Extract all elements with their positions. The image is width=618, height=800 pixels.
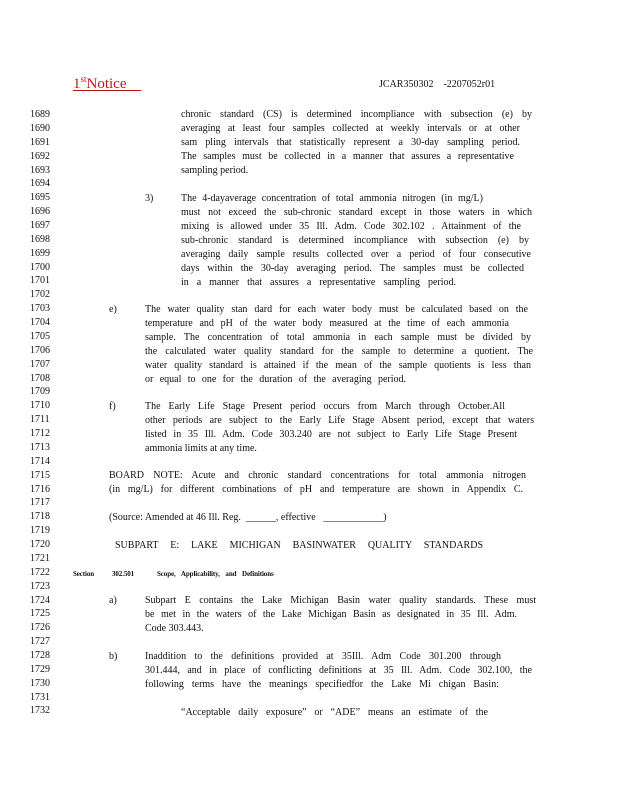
notice-heading xyxy=(73,74,142,93)
line-number: 1707 xyxy=(30,358,50,370)
body-line: The 4-dayaverage concentration of total ammonia nitrogen (in mg/L) xyxy=(181,193,483,204)
line-number: 1691 xyxy=(30,136,50,148)
body-line: The samples must be collected in a manner that assures a representative xyxy=(181,151,514,162)
body-line: mixing is allowed under 35 Ill. Adm. Code 302.102 . Attainment of the xyxy=(181,221,521,232)
body-line: averaging at least four samples collected at weekly intervals or at other xyxy=(181,123,520,134)
line-number: 1728 xyxy=(30,649,50,661)
body-line: chronic standard (CS) is determined incompliance with subsection (e) by xyxy=(181,109,532,120)
line-number: 1705 xyxy=(30,330,50,342)
body-line: the calculated water quality standard for the sample to determine a quotient. The xyxy=(145,346,533,357)
body-line: ammonia limits at any time. xyxy=(145,443,257,454)
line-number: 1689 xyxy=(30,109,50,120)
line-number: 1711 xyxy=(30,414,50,426)
body-line: must not exceed the sub-chronic standard except in those waters in which xyxy=(181,207,532,218)
body-line: temperature and pH of the water body measured at the time of each ammonia xyxy=(145,318,509,329)
notice-word: Notice xyxy=(86,76,127,92)
line-number: 1718 xyxy=(30,511,50,523)
line-number: 1713 xyxy=(30,441,50,453)
line-number: 1716 xyxy=(30,483,50,495)
notice-ordinal-suffix: st xyxy=(80,74,87,84)
line-number: 1704 xyxy=(30,317,50,328)
line-number: 1693 xyxy=(30,164,50,176)
register-page-blank: ______ xyxy=(245,512,276,523)
line-number: 1714 xyxy=(30,455,50,467)
body-line: Code 303.443. xyxy=(145,623,204,634)
body-line: Subpart E contains the Lake Michigan Basin water quality standards. These must xyxy=(145,595,536,606)
line-number: 1690 xyxy=(30,122,50,134)
line-number: 1720 xyxy=(30,539,50,550)
body-line: sam pling intervals that statistically represent a 30-day sampling period. xyxy=(181,137,520,148)
line-number: 1719 xyxy=(30,525,50,537)
line-number: 1724 xyxy=(30,594,50,606)
line-number: 1730 xyxy=(30,677,50,689)
section-title: Scope, Applicability, and Definitions xyxy=(157,570,274,578)
line-number: 1710 xyxy=(30,400,50,412)
line-number: 1698 xyxy=(30,233,50,245)
body-line: The water quality stan dard for each water body must be calculated based on the xyxy=(145,304,528,315)
line-number: 1715 xyxy=(30,469,50,481)
line-number: 1702 xyxy=(30,289,50,301)
body-line: days within the 30-day averaging period. The samples must be collected xyxy=(181,263,524,274)
body-line: 301.444, and in place of conflicting definitions at 35 Ill. Adm. Code 302.100, the xyxy=(145,665,532,676)
source-effective-label: , effective xyxy=(275,512,316,523)
body-line: The Early Life Stage Present period occurs from March through October.All xyxy=(145,401,505,412)
body-line: listed in 35 Ill. Adm. Code 303.240 are not subject to Early Life Stage Present xyxy=(145,429,517,440)
line-number: 1695 xyxy=(30,192,50,204)
line-number: 1725 xyxy=(30,608,50,620)
body-line: Inaddition to the definitions provided at 35Ill. Adm Code 301.200 through xyxy=(145,651,501,662)
ade-definition-line: “Acceptable daily exposure” or “ADE” means an estimate of the xyxy=(181,707,488,718)
line-number: 1712 xyxy=(30,428,50,439)
line-number: 1732 xyxy=(30,705,50,717)
line-number: 1706 xyxy=(30,344,50,356)
line-number: 1726 xyxy=(30,622,50,634)
line-number: 1709 xyxy=(30,386,50,398)
line-number: 1727 xyxy=(30,636,50,648)
body-line: following terms have the meanings specifiedfor the Lake Mi chigan Basin: xyxy=(145,679,499,690)
body-line: be met in the waters of the Lake Michigan Basin as designated in 35 Ill. Adm. xyxy=(145,609,517,620)
line-number: 1703 xyxy=(30,303,50,315)
line-number: 1692 xyxy=(30,150,50,162)
body-line: sub-chronic standard is determined incompliance with subsection (e) by xyxy=(181,235,529,246)
section-number: 302.501 xyxy=(112,570,135,578)
body-line: in a manner that assures a representative sampling period. xyxy=(181,277,456,288)
line-number: 1731 xyxy=(30,691,50,703)
line-number: 1700 xyxy=(30,261,50,273)
line-number: 1721 xyxy=(30,552,50,564)
line-number: 1722 xyxy=(30,566,50,578)
line-number: 1694 xyxy=(30,178,50,190)
body-line: sampling period. xyxy=(181,165,249,176)
body-line: BOARD NOTE: Acute and chronic standard concentrations for total ammonia nitrogen xyxy=(109,470,526,481)
item-marker: e) xyxy=(109,304,117,315)
body-line: (in mg/L) for different combinations of pH and temperature are shown in Appendix C. xyxy=(109,484,523,495)
body-line: or equal to one for the duration of the averaging period. xyxy=(145,374,406,385)
notice-number: 1 xyxy=(73,76,81,92)
body-line: sample. The concentration of total ammonia in each sample must be divided by xyxy=(145,332,531,343)
source-close: ) xyxy=(383,512,387,523)
line-number: 1717 xyxy=(30,497,50,509)
body-line: water quality standard is attained if the mean of the sample quotients is less than xyxy=(145,360,531,371)
line-number: 1701 xyxy=(30,275,50,287)
line-number: 1697 xyxy=(30,220,50,231)
line-number: 1699 xyxy=(30,247,50,259)
line-number: 1729 xyxy=(30,663,50,675)
effective-date-blank: ____________ xyxy=(323,512,384,523)
body-line: other periods are subject to the Early Life Stage Absent period, except that waters xyxy=(145,415,534,426)
document-code: JCAR350302 -2207052r01 xyxy=(379,79,496,90)
item-marker: f) xyxy=(109,401,116,412)
line-number: 1696 xyxy=(30,206,50,218)
item-marker: 3) xyxy=(145,193,154,204)
line-number: 1708 xyxy=(30,372,50,384)
subpart-title: SUBPART E: LAKE MICHIGAN BASINWATER QUALITY STANDARDS xyxy=(115,540,483,551)
line-number: 1723 xyxy=(30,580,50,592)
source-prefix: (Source: Amended at 46 Ill. Reg. xyxy=(109,512,241,523)
section-label: Section xyxy=(73,570,95,578)
item-marker: a) xyxy=(109,595,117,606)
item-marker: b) xyxy=(109,651,118,662)
body-line: averaging daily sample results collected over a period of four consecutive xyxy=(181,249,531,260)
source-note xyxy=(109,511,387,525)
